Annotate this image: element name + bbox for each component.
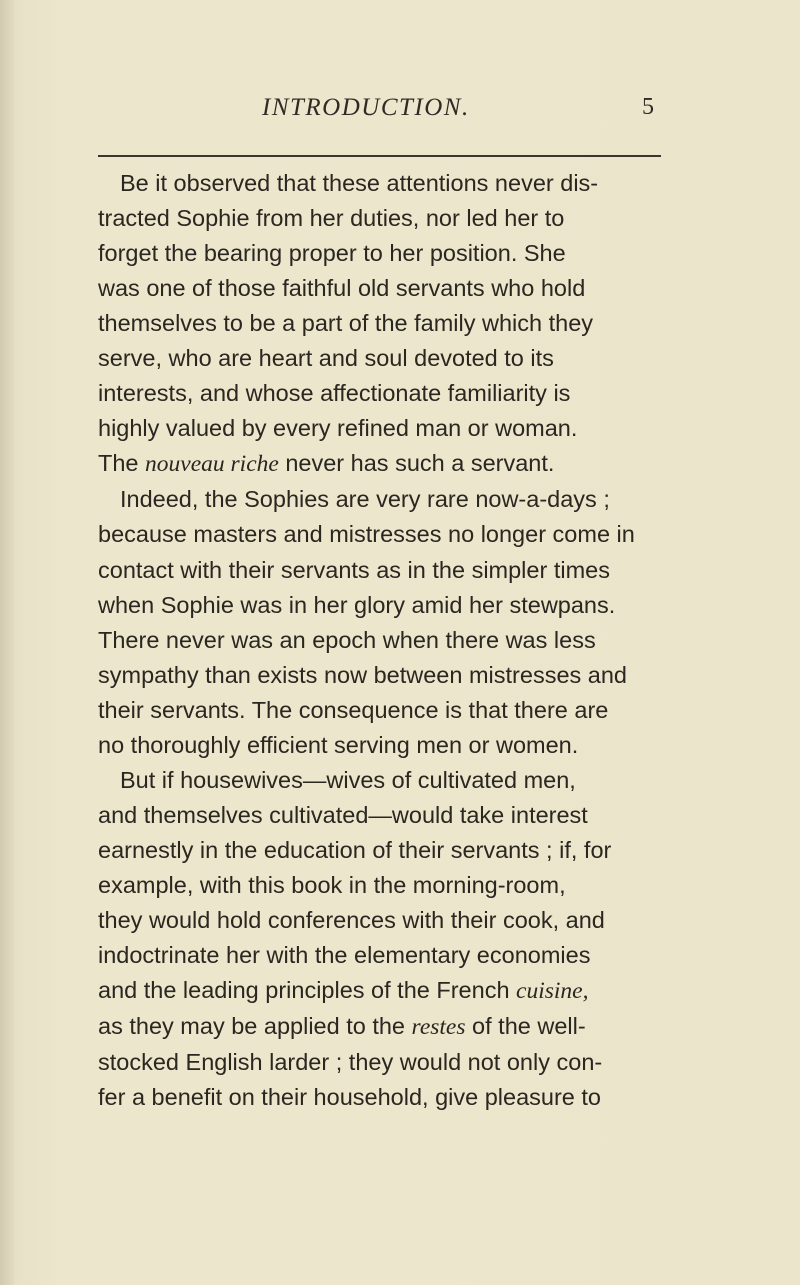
text-line: earnestly in the education of their servants ; if, for [98,836,612,863]
text-line: themselves to be a part of the family which they [98,310,594,337]
text-line: and themselves cultivated—would take interest [98,801,588,828]
text-line: tracted Sophie from her duties, nor led her to [98,205,565,232]
text-line: stocked English larder ; they would not only con- [98,1049,603,1076]
text-line: when Sophie was in her glory amid her stewpans. [98,591,616,618]
text-line [98,446,678,482]
text-line: Be it observed that these attentions never dis- [120,170,599,196]
text-line: interests, and whose affectionate familiarity is [98,380,571,407]
header-rule [98,155,661,157]
italic-term: cuisine, [516,978,589,1005]
italic-term: nouveau riche [145,451,279,478]
text-line: they would hold conferences with their cook, and [98,906,605,933]
text-line: was one of those faithful old servants who hold [98,275,586,302]
text-line: no thoroughly efficient serving men or women. [98,731,579,758]
text-line: fer a benefit on their household, give pleasure to [98,1084,601,1111]
text-line: There never was an epoch when there was less [98,626,596,653]
page-gutter [0,0,14,1285]
text-line [98,973,678,1009]
text-line: highly valued by every refined man or woman. [98,415,578,442]
paragraph [98,763,678,1115]
text-line: example, with this book in the morning-room, [98,871,566,898]
text-line: But if housewives—wives of cultivated men, [120,766,576,793]
text-line: Indeed, the Sophies are very rare now-a-days ; [120,486,610,513]
text-line: because masters and mistresses no longer come in [98,521,635,548]
text-segment: and the leading principles of the French [98,977,517,1004]
text-line: forget the bearing proper to her position. She [98,240,566,267]
text-line: serve, who are heart and soul devoted to its [98,345,554,372]
text-segment: of the well- [465,1013,586,1040]
text-line: their servants. The consequence is that there are [98,696,609,723]
text-line [98,1009,678,1045]
text-line: indoctrinate her with the elementary economies [98,942,591,969]
text-segment: The [98,450,146,477]
page-header [0,86,800,126]
text-segment: as they may be applied to the [98,1013,412,1040]
text-line: sympathy than exists now between mistresses and [98,661,628,688]
text-line: contact with their servants as in the simpler times [98,556,610,583]
page-number: 5 [642,94,654,120]
running-title: INTRODUCTION. [262,94,470,121]
paragraph [98,166,678,763]
text-segment: never has such a servant. [278,450,555,477]
italic-term: restes [411,1014,466,1041]
body-text [98,166,678,1115]
